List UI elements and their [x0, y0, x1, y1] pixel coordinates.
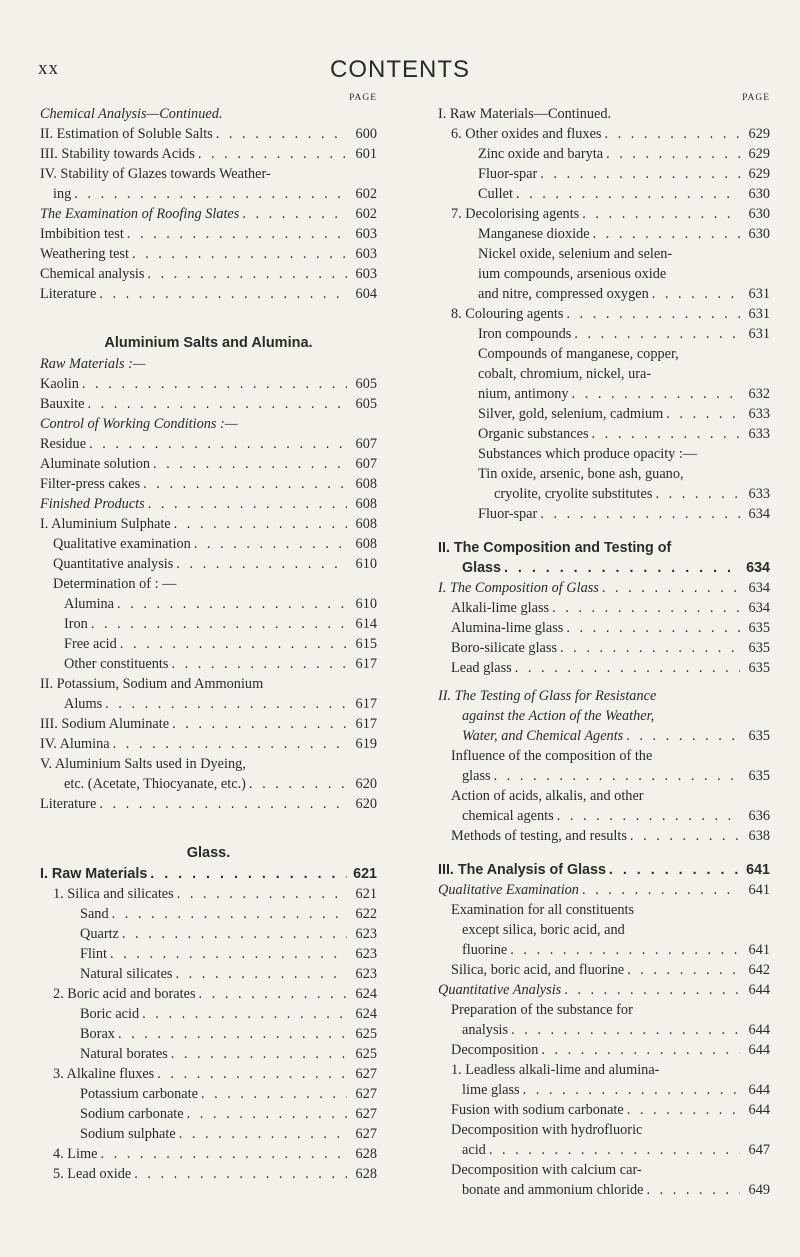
toc-entry[interactable]: 8. Colouring agents . . . 631 — [438, 304, 770, 324]
toc-entry[interactable]: Decomposition . . . 644 — [438, 1040, 770, 1060]
toc-entry[interactable]: Weathering test . . . 603 — [40, 244, 377, 264]
toc-entry[interactable]: Natural borates . . . 625 — [40, 1044, 377, 1064]
toc-entry[interactable]: Fusion with sodium carbonate . . . 644 — [438, 1100, 770, 1120]
toc-entry-line: Influence of the composition of the — [451, 748, 653, 764]
toc-entry[interactable]: Alkali-lime glass . . . 634 — [438, 598, 770, 618]
toc-entry[interactable]: Literature . . . 620 — [40, 794, 377, 814]
toc-entry[interactable]: Glass . . . 634 — [438, 558, 770, 578]
toc-entry[interactable]: 2. Boric acid and borates . . . 624 — [40, 984, 377, 1004]
toc-entry-line: ium compounds, arsenious oxide — [478, 266, 667, 282]
toc-entry[interactable]: etc. (Acetate, Thiocyanate, etc.) . . . 620 — [40, 774, 377, 794]
subheading: Control of Working Conditions :— — [40, 416, 238, 432]
continued-heading: Chemical Analysis—Continued. — [40, 106, 223, 122]
subheading: Raw Materials :— — [40, 356, 146, 372]
toc-entry[interactable]: Filter-press cakes . . . 608 — [40, 474, 377, 494]
toc-entry[interactable]: Quartz . . . 623 — [40, 924, 377, 944]
toc-entry[interactable]: Bauxite . . . 605 — [40, 394, 377, 414]
toc-entry-line: Decomposition with hydrofluoric — [451, 1122, 643, 1138]
toc-entry-line: IV. Stability of Glazes towards Weather- — [40, 166, 271, 182]
toc-entry-line: Compounds of manganese, copper, — [478, 346, 679, 362]
toc-entry[interactable]: Lead glass . . . 635 — [438, 658, 770, 678]
toc-entry[interactable]: Fluor-spar . . . 629 — [438, 164, 770, 184]
left-column — [40, 92, 377, 1184]
toc-entry-line: except silica, boric acid, and — [462, 922, 625, 938]
continued-heading: I. Raw Materials—Continued. — [438, 106, 612, 122]
toc-entry[interactable]: Quantitative Analysis . . . 644 — [438, 980, 770, 1000]
toc-entry[interactable]: Zinc oxide and baryta . . . 629 — [438, 144, 770, 164]
section-heading-aluminium: Aluminium Salts and Alumina. — [104, 335, 313, 351]
toc-entry[interactable]: cryolite, cryolite substitutes . . . 633 — [438, 484, 770, 504]
toc-entry-line: against the Action of the Weather, — [462, 708, 655, 724]
toc-entry[interactable]: nium, antimony . . . 632 — [438, 384, 770, 404]
page-column-label: PAGE — [742, 93, 770, 103]
toc-entry[interactable]: Finished Products . . . 608 — [40, 494, 377, 514]
toc-entry[interactable]: Natural silicates . . . 623 — [40, 964, 377, 984]
toc-entry-line: 1. Leadless alkali-lime and alumina- — [451, 1062, 660, 1078]
toc-entry[interactable]: Literature . . . 604 — [40, 284, 377, 304]
toc-entry[interactable]: 5. Lead oxide . . . 628 — [40, 1164, 377, 1184]
toc-entry[interactable]: Iron . . . 614 — [40, 614, 377, 634]
toc-entry-line: II. Potassium, Sodium and Ammonium — [40, 676, 264, 692]
toc-entry[interactable]: The Examination of Roofing Slates . . . 602 — [40, 204, 377, 224]
toc-entry-line: Tin oxide, arsenic, bone ash, guano, — [478, 466, 684, 482]
toc-entry[interactable]: Chemical analysis . . . 603 — [40, 264, 377, 284]
page-title: CONTENTS — [330, 56, 470, 83]
page-number: xx — [38, 58, 59, 79]
toc-entry-line: V. Aluminium Salts used in Dyeing, — [40, 756, 246, 772]
toc-entry[interactable]: and nitre, compressed oxygen . . . 631 — [438, 284, 770, 304]
toc-entry[interactable]: Qualitative Examination . . . 641 — [438, 880, 770, 900]
toc-entry[interactable]: III. The Analysis of Glass . . . 641 — [438, 860, 770, 880]
toc-entry[interactable]: Organic substances . . . 633 — [438, 424, 770, 444]
toc-entry[interactable]: III. Sodium Aluminate . . . 617 — [40, 714, 377, 734]
toc-entry[interactable]: acid . . . 647 — [438, 1140, 770, 1160]
toc-entry[interactable]: 4. Lime . . . 628 — [40, 1144, 377, 1164]
toc-entry[interactable]: glass . . . 635 — [438, 766, 770, 786]
toc-entry[interactable]: Methods of testing, and results . . . 638 — [438, 826, 770, 846]
toc-entry[interactable]: Alumina . . . 610 — [40, 594, 377, 614]
toc-entry-line: Action of acids, alkalis, and other — [451, 788, 644, 804]
toc-entry[interactable]: Boro-silicate glass . . . 635 — [438, 638, 770, 658]
toc-entry[interactable]: 7. Decolorising agents . . . 630 — [438, 204, 770, 224]
toc-entry[interactable]: I. Raw Materials . . . 621 — [40, 864, 377, 884]
toc-entry[interactable]: Manganese dioxide . . . 630 — [438, 224, 770, 244]
toc-entry-line: Determination of : — — [53, 576, 177, 592]
toc-entry[interactable]: Potassium carbonate . . . 627 — [40, 1084, 377, 1104]
toc-entry[interactable]: Flint . . . 623 — [40, 944, 377, 964]
toc-entry[interactable]: II. Estimation of Soluble Salts . . . 600 — [40, 124, 377, 144]
toc-entry[interactable]: Quantitative analysis . . . 610 — [40, 554, 377, 574]
toc-entry[interactable]: IV. Alumina . . . 619 — [40, 734, 377, 754]
toc-entry[interactable]: 1. Silica and silicates . . . 621 — [40, 884, 377, 904]
toc-entry[interactable]: Residue . . . 607 — [40, 434, 377, 454]
toc-entry-line: II. The Testing of Glass for Resistance — [438, 688, 657, 704]
section-heading-composition: II. The Composition and Testing of — [438, 540, 672, 556]
toc-entry[interactable]: Other constituents . . . 617 — [40, 654, 377, 674]
toc-entry[interactable]: Fluor-spar . . . 634 — [438, 504, 770, 524]
toc-entry[interactable]: chemical agents . . . 636 — [438, 806, 770, 826]
toc-entry[interactable]: III. Stability towards Acids . . . 601 — [40, 144, 377, 164]
toc-entry[interactable]: Imbibition test . . . 603 — [40, 224, 377, 244]
toc-entry-line: Substances which produce opacity :— — [478, 446, 698, 462]
toc-entry[interactable]: I. Aluminium Sulphate . . . 608 — [40, 514, 377, 534]
toc-entry[interactable]: Sand . . . 622 — [40, 904, 377, 924]
toc-entry[interactable]: analysis . . . 644 — [438, 1020, 770, 1040]
toc-entry[interactable]: 3. Alkaline fluxes . . . 627 — [40, 1064, 377, 1084]
toc-entry[interactable]: Borax . . . 625 — [40, 1024, 377, 1044]
toc-entry[interactable]: lime glass . . . 644 — [438, 1080, 770, 1100]
toc-entry[interactable]: Boric acid . . . 624 — [40, 1004, 377, 1024]
right-column — [438, 92, 770, 1200]
toc-entry-line: Nickel oxide, selenium and selen- — [478, 246, 673, 262]
toc-entry[interactable]: Water, and Chemical Agents . . . 635 — [438, 726, 770, 746]
toc-entry[interactable]: bonate and ammonium chloride . . . 649 — [438, 1180, 770, 1200]
toc-entry[interactable]: Free acid . . . 615 — [40, 634, 377, 654]
toc-entry[interactable]: Iron compounds . . . 631 — [438, 324, 770, 344]
toc-entry[interactable]: fluorine . . . 641 — [438, 940, 770, 960]
toc-entry-line: cobalt, chromium, nickel, ura- — [478, 366, 652, 382]
toc-entry[interactable]: Silica, boric acid, and fluorine . . . 642 — [438, 960, 770, 980]
toc-entry[interactable]: Alums . . . 617 — [40, 694, 377, 714]
toc-entry[interactable]: 6. Other oxides and fluxes . . . 629 — [438, 124, 770, 144]
toc-entry[interactable]: Sodium carbonate . . . 627 — [40, 1104, 377, 1124]
toc-entry[interactable]: I. The Composition of Glass . . . 634 — [438, 578, 770, 598]
page-column-label: PAGE — [349, 93, 377, 103]
toc-entry-line: Decomposition with calcium car- — [451, 1162, 642, 1178]
toc-entry[interactable]: Qualitative examination . . . 608 — [40, 534, 377, 554]
section-heading-glass: Glass. — [186, 845, 231, 861]
toc-entry[interactable]: Aluminate solution . . . 607 — [40, 454, 377, 474]
toc-entry[interactable]: Sodium sulphate . . . 627 — [40, 1124, 377, 1144]
toc-entry[interactable]: ing . . . 602 — [40, 184, 377, 204]
toc-entry-line: Preparation of the substance for — [451, 1002, 633, 1018]
toc-entry-line: Examination for all constituents — [451, 902, 635, 918]
toc-entry[interactable]: Cullet . . . 630 — [438, 184, 770, 204]
toc-entry[interactable]: Alumina-lime glass . . . 635 — [438, 618, 770, 638]
toc-entry[interactable]: Kaolin . . . 605 — [40, 374, 377, 394]
toc-entry[interactable]: Silver, gold, selenium, cadmium . . . 633 — [438, 404, 770, 424]
